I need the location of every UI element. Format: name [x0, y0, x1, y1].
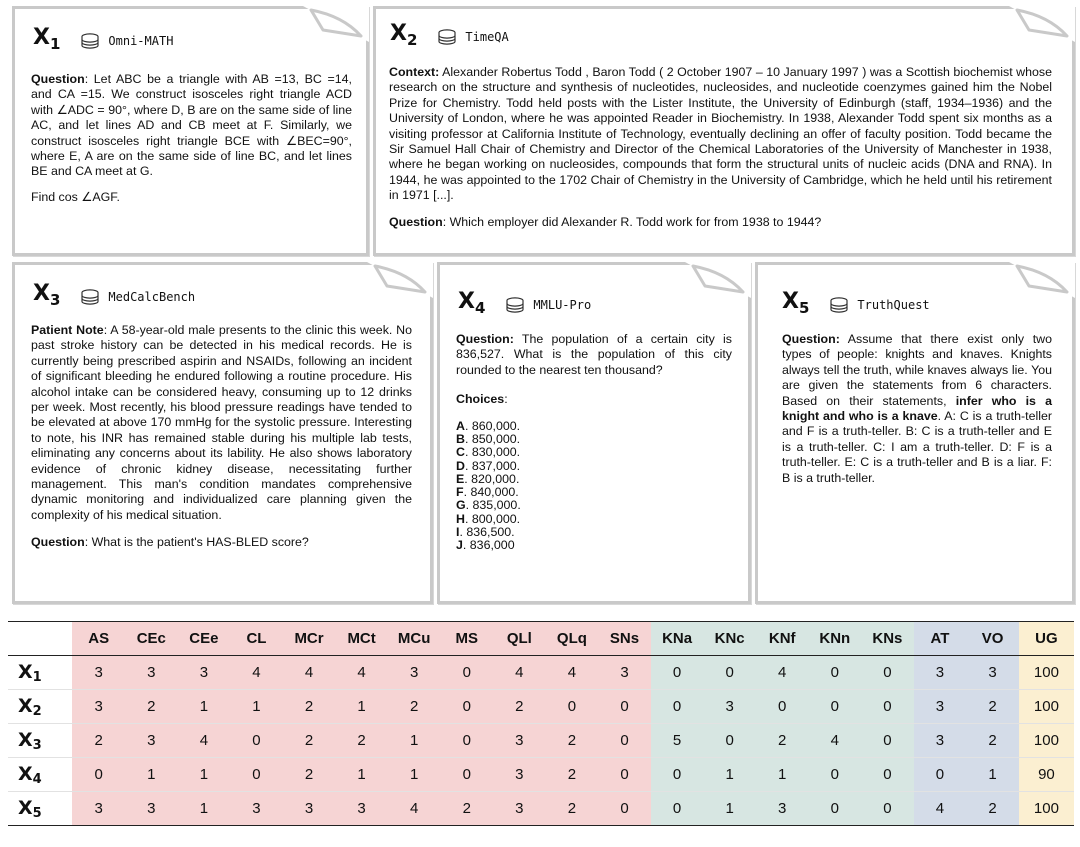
- question: Question: Which employer did Alexander R. Todd work for from 1938 to 1944?: [389, 214, 822, 229]
- choices-heading: Choices:: [456, 392, 508, 407]
- column-header: UG: [1019, 622, 1074, 656]
- table-row: [8, 656, 1074, 690]
- table-cell: 3: [914, 656, 967, 690]
- question: Question: Assume that there exist only two types of people: knights and knaves. Knights always tell the truth, while knaves always lie. You are given the statements from 6 characters. Based on their statements, infer who is a knight and who is a knave. A: C is a truth-teller and F is a truth-teller. B: C is a truth-teller and E is a truth-teller. C: I am a truth-teller. D: F is a truth-teller. E: C is a truth-teller and B is a liar. F: B is a truth-teller.: [782, 332, 1052, 485]
- page-fold-corner: [685, 262, 751, 298]
- column-header: KNs: [861, 622, 914, 656]
- table-cell: 2: [546, 758, 599, 792]
- choice-item: I. 836,500.: [456, 525, 515, 539]
- table-cell: 0: [651, 656, 704, 690]
- table-cell: 3: [72, 656, 125, 690]
- table-cell: 1: [178, 758, 231, 792]
- table-cell: 0: [440, 690, 493, 724]
- table-row: [8, 724, 1074, 758]
- example-label: $X_5$: [782, 289, 810, 317]
- table-cell: 0: [809, 690, 862, 724]
- table-cell: 100: [1019, 690, 1074, 724]
- table-cell: 3: [125, 656, 178, 690]
- table-cell: 0: [809, 656, 862, 690]
- table-cell: 2: [388, 690, 441, 724]
- column-header: KNf: [756, 622, 809, 656]
- table-cell: 0: [861, 724, 914, 758]
- table-cell: 1: [335, 690, 388, 724]
- example-label: $X_2$: [390, 21, 418, 49]
- table-cell: 0: [809, 792, 862, 826]
- source-name: TruthQuest: [857, 298, 930, 312]
- column-header: VO: [966, 622, 1019, 656]
- table-cell: 0: [440, 724, 493, 758]
- table-cell: 1: [388, 758, 441, 792]
- example-label: $X_3$: [33, 281, 61, 309]
- table-cell: 100: [1019, 656, 1074, 690]
- table-cell: 0: [756, 690, 809, 724]
- choice-item: F. 840,000.: [456, 485, 519, 500]
- table-cell: 3: [388, 656, 441, 690]
- table-cell: 4: [335, 656, 388, 690]
- table-cell: 3: [178, 656, 231, 690]
- header-corner: [8, 622, 72, 656]
- table-cell: 2: [756, 724, 809, 758]
- table-cell: 4: [283, 656, 336, 690]
- table-cell: 2: [283, 690, 336, 724]
- column-header: KNn: [809, 622, 862, 656]
- database-icon: [80, 289, 100, 305]
- question: Question: What is the patient's HAS-BLED score?: [31, 535, 309, 550]
- table-cell: 2: [493, 690, 546, 724]
- table-row: [8, 690, 1074, 724]
- table-cell: 0: [809, 758, 862, 792]
- table-cell: 0: [440, 656, 493, 690]
- table-cell: 4: [756, 656, 809, 690]
- table-cell: 1: [388, 724, 441, 758]
- table-cell: 3: [598, 656, 651, 690]
- table-cell: 100: [1019, 724, 1074, 758]
- table-cell: 2: [72, 724, 125, 758]
- table-cell: 0: [598, 758, 651, 792]
- table-cell: 3: [283, 792, 336, 826]
- table-cell: 4: [493, 656, 546, 690]
- table-cell: 0: [651, 690, 704, 724]
- page-fold-corner: [1009, 262, 1075, 298]
- table-cell: 0: [546, 690, 599, 724]
- page-fold-corner: [367, 262, 433, 298]
- table-cell: 0: [861, 690, 914, 724]
- choices-list: [456, 420, 732, 553]
- table-cell: 100: [1019, 792, 1074, 826]
- table-cell: 5: [651, 724, 704, 758]
- column-header: CL: [230, 622, 283, 656]
- column-header: AS: [72, 622, 125, 656]
- table-cell: 0: [861, 758, 914, 792]
- example-card-x3: [12, 262, 433, 604]
- table-cell: 2: [546, 792, 599, 826]
- row-label: $X_4$: [8, 758, 72, 792]
- choice-item: G. 835,000.: [456, 498, 521, 513]
- table-cell: 2: [966, 690, 1019, 724]
- choice-item: J. 836,000: [456, 538, 515, 553]
- table-cell: 1: [703, 792, 756, 826]
- table-cell: 0: [914, 758, 967, 792]
- table-row: [8, 758, 1074, 792]
- table-cell: 3: [493, 758, 546, 792]
- table-cell: 3: [493, 724, 546, 758]
- table-row: [8, 792, 1074, 826]
- row-label: $X_1$: [18, 660, 42, 685]
- table-cell: 0: [72, 758, 125, 792]
- table-cell: 3: [493, 792, 546, 826]
- source-name: Omni-MATH: [108, 34, 174, 48]
- table-cell: 1: [966, 758, 1019, 792]
- table-cell: 0: [598, 724, 651, 758]
- column-header: CEe: [178, 622, 231, 656]
- example-label: $X_1$: [33, 25, 61, 53]
- table-cell: 2: [125, 690, 178, 724]
- table-cell: 0: [440, 758, 493, 792]
- column-header: MCt: [335, 622, 388, 656]
- choice-item: E. 820,000.: [456, 471, 520, 486]
- column-header: KNa: [651, 622, 704, 656]
- table-cell: 0: [651, 758, 704, 792]
- table-cell: 3: [72, 690, 125, 724]
- table-cell: 0: [598, 690, 651, 724]
- table-cell: 2: [440, 792, 493, 826]
- table-cell: 3: [230, 792, 283, 826]
- column-header: QLq: [546, 622, 599, 656]
- table-cell: 2: [966, 724, 1019, 758]
- table-cell: 4: [914, 792, 967, 826]
- choice-item: B. 850,000.: [456, 431, 521, 446]
- database-icon: [505, 297, 525, 313]
- column-header: KNc: [703, 622, 756, 656]
- source-name: MedCalcBench: [108, 290, 196, 304]
- choice-item: A. 860,000.: [456, 418, 521, 433]
- table-cell: 0: [230, 724, 283, 758]
- table-cell: 0: [230, 758, 283, 792]
- table-cell: 3: [756, 792, 809, 826]
- table-cell: 4: [178, 724, 231, 758]
- choice-item: H. 800,000.: [456, 511, 521, 526]
- patient-note: Patient Note: A 58-year-old male presents to the clinic this week. No past stroke history can be detected in his medical records. He is currently being prescribed aspirin and NSAIDs, following an incident of significant bleeding he endured following a routine procedure. His alcohol intake can be considered heavy, consuming up to 12 drinks per week. Most recently, his blood pressure readings have tended to be elevated at above 170 mmHg for the systolic pressure. Interesting to note, his INR has remained stable during his multiple lab tests, eliminating any concerns about its lability. He also shows laboratory evidence of chronic kidney disease, necessitating further management. This man's condition mandates comprehensive dynamic monitoring and individualized care planning given the complexity of his medical situation.: [31, 323, 412, 522]
- column-header: SNs: [598, 622, 651, 656]
- column-header: MS: [440, 622, 493, 656]
- table-cell: 2: [966, 792, 1019, 826]
- table-cell: 3: [703, 690, 756, 724]
- table-cell: 1: [178, 792, 231, 826]
- table-cell: 90: [1019, 758, 1074, 792]
- table-cell: 1: [178, 690, 231, 724]
- table-cell: 3: [72, 792, 125, 826]
- table-cell: 4: [546, 656, 599, 690]
- table-cell: 4: [388, 792, 441, 826]
- database-icon: [80, 33, 100, 49]
- row-label: $X_5$: [8, 792, 72, 826]
- table-cell: 1: [230, 690, 283, 724]
- database-icon: [437, 29, 457, 45]
- table-cell: 2: [283, 758, 336, 792]
- table-cell: 2: [546, 724, 599, 758]
- column-header: QLl: [493, 622, 546, 656]
- table-cell: 1: [125, 758, 178, 792]
- question: Question: The population of a certain city is 836,527. What is the population of this city rounded to the nearest ten thousand?: [456, 332, 732, 377]
- table-cell: 3: [914, 690, 967, 724]
- database-icon: [829, 297, 849, 313]
- column-header: AT: [914, 622, 967, 656]
- table-cell: 3: [914, 724, 967, 758]
- page-fold-corner: [303, 6, 369, 42]
- table-cell: 0: [861, 792, 914, 826]
- table-cell: 0: [598, 792, 651, 826]
- table-cell: 1: [756, 758, 809, 792]
- column-header: MCr: [283, 622, 336, 656]
- table-cell: 0: [703, 724, 756, 758]
- example-card-x2: [373, 6, 1075, 256]
- table-cell: 1: [703, 758, 756, 792]
- page-fold-corner: [1009, 6, 1075, 42]
- table-cell: 0: [651, 792, 704, 826]
- table-cell: 3: [125, 792, 178, 826]
- choice-item: D. 837,000.: [456, 458, 521, 473]
- table-cell: 4: [809, 724, 862, 758]
- source-name: TimeQA: [465, 30, 509, 44]
- annotation-table: [8, 621, 1074, 826]
- column-header: CEc: [125, 622, 178, 656]
- table-cell: 2: [335, 724, 388, 758]
- table-cell: 3: [125, 724, 178, 758]
- question: Question: Let ABC be a triangle with AB =13, BC =14, and CA =15. We construct isosceles right triangle ACD with ∠ADC = 90°, where D, B are on the same side of line AC, and let lines AD and CB meet at F. Similarly, we construct isosceles right triangle BCE with ∠BEC=90°, where E, A are on the same side of line BC, and let lines BE and CA meet at G.: [31, 72, 352, 179]
- example-label: $X_4$: [458, 289, 486, 317]
- example-card-x4: [437, 262, 751, 604]
- example-card-x1: [12, 6, 369, 256]
- choice-item: C. 830,000.: [456, 445, 521, 460]
- find-line: Find cos ∠AGF.: [31, 189, 120, 204]
- row-label: $X_3$: [8, 724, 72, 758]
- table-cell: 1: [335, 758, 388, 792]
- table-cell: 4: [230, 656, 283, 690]
- table-cell: 2: [283, 724, 336, 758]
- table-cell: 3: [966, 656, 1019, 690]
- source-name: MMLU-Pro: [533, 298, 592, 312]
- table-cell: 3: [335, 792, 388, 826]
- example-card-x5: [755, 262, 1075, 604]
- context: Context: Alexander Robertus Todd , Baron Todd ( 2 October 1907 – 10 January 1997 ) was a Scottish biochemist whose research on the structure and synthesis of nucleotides, nucleosides, and nucleotide coenzymes gained him the Nobel Prize for Chemistry. Todd held posts with the Lister Institute, the University of Edinburgh (staff, 1934–1936) and the University of London, where he was appointed Reader in Biochemistry. In 1938, Alexander Todd spent six months as a visiting professor at California Institute of Technology, eventually declining an offer of faculty position. Todd became the Sir Samuel Hall Chair of Chemistry and Director of the Chemical Laboratories of the University of Manchester in 1938, where he began working on nucleosides, compounds that form the structural units of nucleic acids (DNA and RNA). In 1944, he was appointed to the 1702 Chair of Chemistry in the University of Cambridge, which he held until his retirement in 1971 [...].: [389, 65, 1052, 203]
- table-cell: 0: [703, 656, 756, 690]
- table-header-row: [8, 622, 1074, 656]
- column-header: MCu: [388, 622, 441, 656]
- row-label: $X_2$: [8, 690, 72, 724]
- table-cell: 0: [861, 656, 914, 690]
